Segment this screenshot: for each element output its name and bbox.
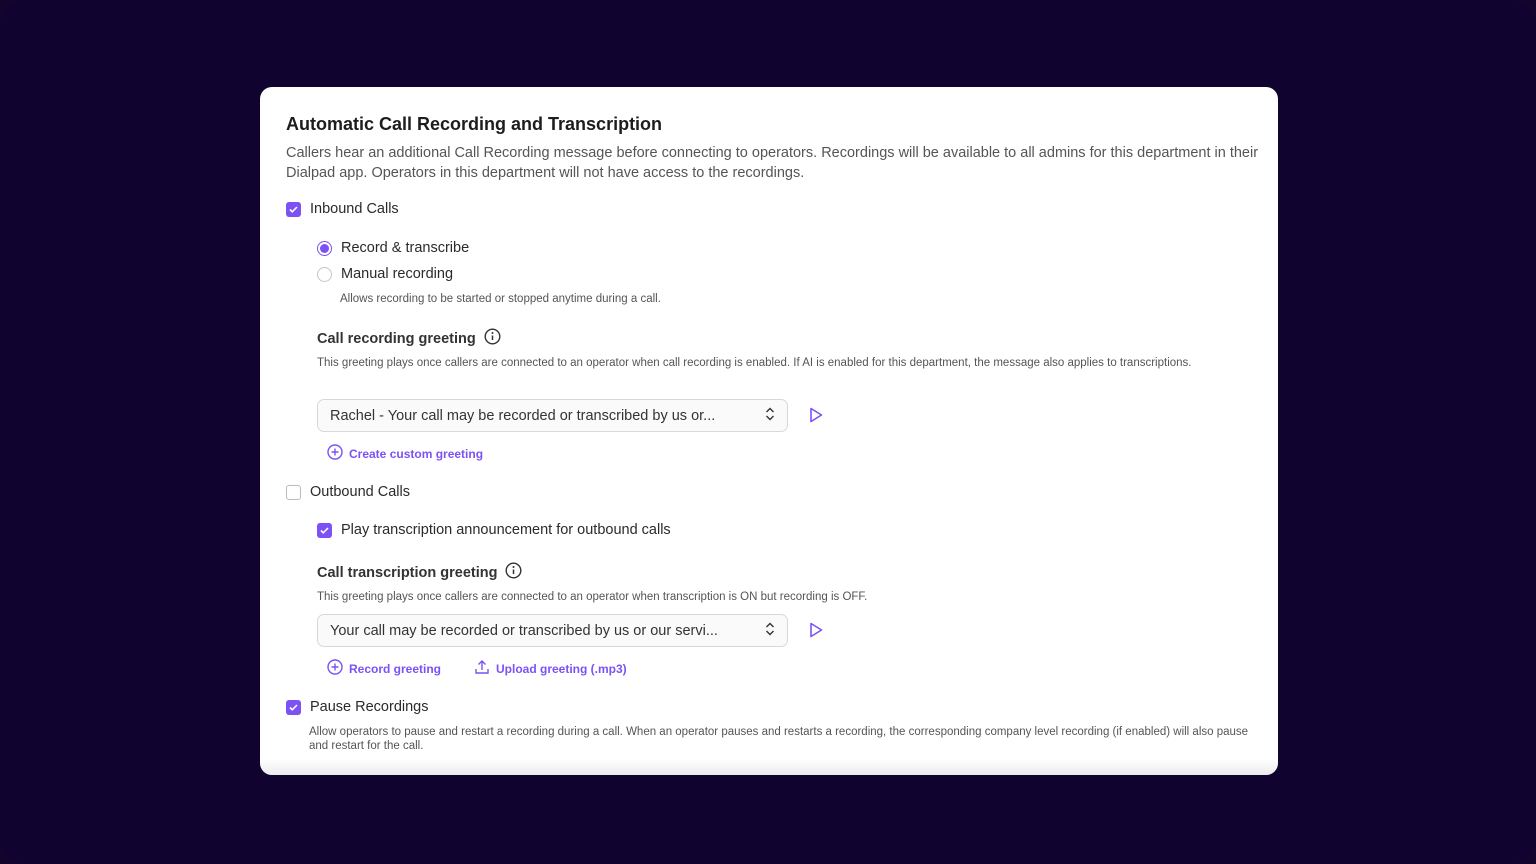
checkbox-unchecked-icon <box>286 485 301 500</box>
chevron-up-down-icon <box>765 407 775 425</box>
section-title: Automatic Call Recording and Transcription <box>286 114 663 134</box>
checkbox-label: Play transcription announcement for outbound calls <box>341 522 671 538</box>
play-transcription-announcement-checkbox[interactable] <box>317 522 671 538</box>
section-description: Callers hear an additional Call Recording message before connecting to operators. Recordings will be available to all admins for this department in their Dialpad app. Operators in this department will not have access to the recordings. <box>286 145 1259 181</box>
greeting-title: Call transcription greeting <box>317 565 498 581</box>
settings-card <box>260 87 1278 775</box>
call-recording-greeting-heading <box>317 328 501 350</box>
inbound-calls-checkbox[interactable] <box>286 201 399 217</box>
scroll-fade <box>260 759 1278 775</box>
chevron-up-down-icon <box>765 622 775 640</box>
select-value: Rachel - Your call may be recorded or transcribed by us or... <box>330 407 716 424</box>
radio-label: Manual recording <box>341 266 454 282</box>
link-label: Create custom greeting <box>349 446 484 461</box>
checkbox-checked-icon <box>286 700 301 715</box>
call-transcription-greeting-heading <box>317 562 522 584</box>
call-recording-greeting-select[interactable] <box>317 399 788 432</box>
outbound-calls-checkbox[interactable] <box>286 484 410 500</box>
plus-circle-icon <box>327 444 343 463</box>
radio-manual-recording[interactable] <box>317 266 453 282</box>
radio-label: Record & transcribe <box>341 240 470 256</box>
manual-recording-help: Allows recording to be started or stopped anytime during a call. <box>340 293 661 305</box>
greeting-description: This greeting plays once callers are connected to an operator when transcription is ON but recording is OFF. <box>317 591 868 603</box>
greeting-title: Call recording greeting <box>317 331 476 347</box>
record-greeting-link[interactable] <box>327 659 441 678</box>
outbound-calls-label: Outbound Calls <box>310 484 410 500</box>
play-icon[interactable] <box>809 407 823 428</box>
greeting-description: This greeting plays once callers are connected to an operator when call recording is enabled. If AI is enabled for this department, the message also applies to transcriptions. <box>317 357 1192 369</box>
create-custom-greeting-link[interactable] <box>327 444 483 463</box>
pause-recordings-description: Allow operators to pause and restart a recording during a call. When an operator pauses and restarts a recording, the corresponding company level recording (if enabled) will also pause and restart for the call. <box>309 726 1249 752</box>
link-label: Upload greeting (.mp3) <box>496 661 627 676</box>
upload-icon <box>474 659 490 678</box>
inbound-calls-label: Inbound Calls <box>310 201 399 217</box>
radio-record-transcribe[interactable] <box>317 240 469 256</box>
play-icon[interactable] <box>809 622 823 643</box>
radio-unselected-icon <box>317 267 332 282</box>
pause-recordings-label: Pause Recordings <box>310 699 429 715</box>
info-icon[interactable] <box>484 328 501 350</box>
radio-selected-icon <box>317 241 332 256</box>
select-value: Your call may be recorded or transcribed by us or our servi... <box>330 622 718 639</box>
pause-recordings-checkbox[interactable] <box>286 699 429 715</box>
call-transcription-greeting-select[interactable] <box>317 614 788 647</box>
upload-greeting-link[interactable] <box>474 659 627 678</box>
checkbox-checked-icon <box>286 202 301 217</box>
plus-circle-icon <box>327 659 343 678</box>
checkbox-checked-icon <box>317 523 332 538</box>
info-icon[interactable] <box>505 562 522 584</box>
link-label: Record greeting <box>349 661 442 676</box>
